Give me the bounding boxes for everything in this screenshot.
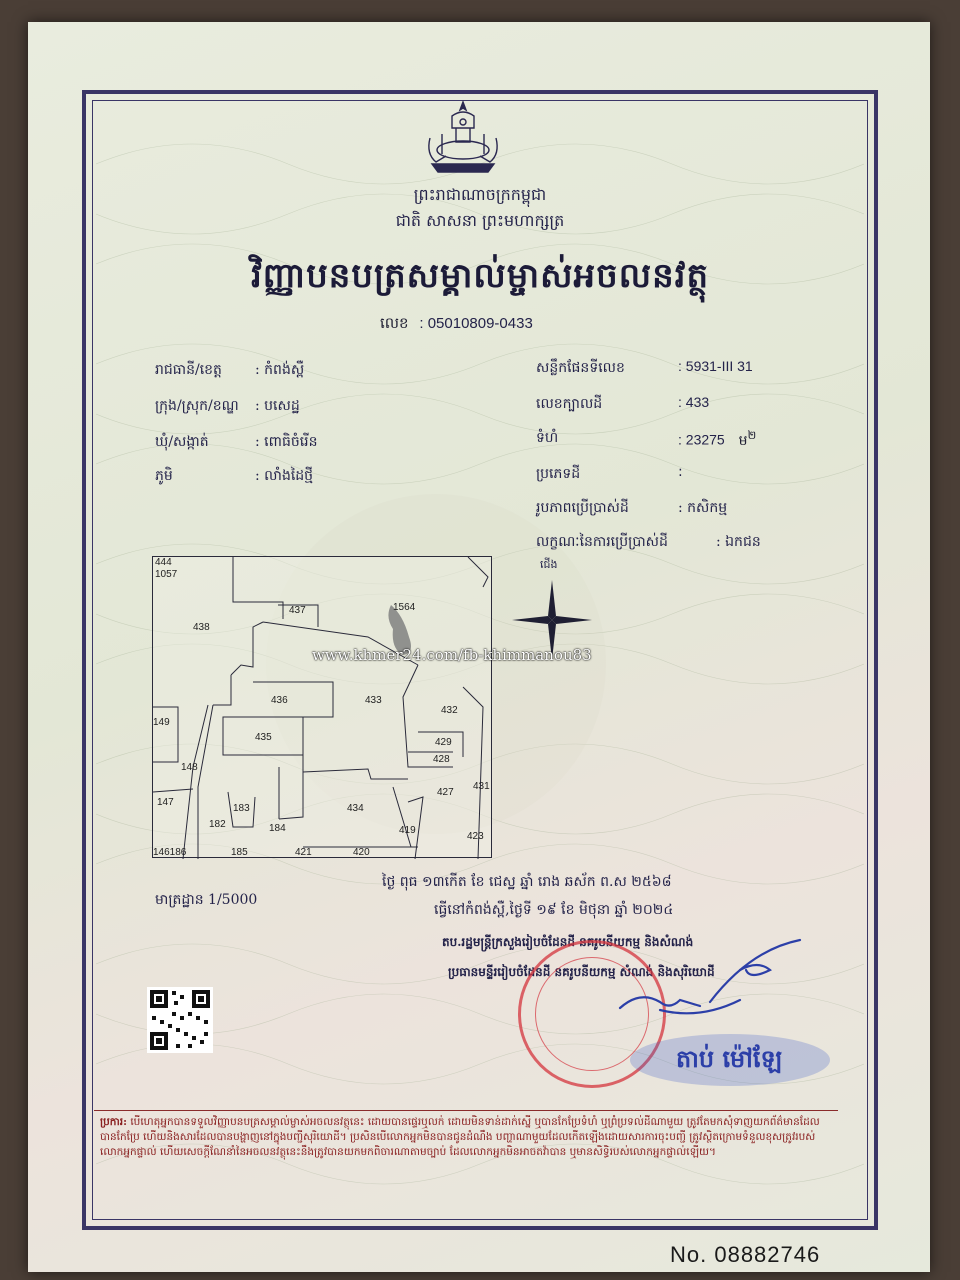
parcel-label: 432 — [441, 705, 458, 716]
parcel-label: 431 — [473, 781, 490, 792]
land-type-label: ប្រភេទដី — [536, 466, 581, 482]
area-unit-sup: ២ — [747, 428, 757, 442]
area-number: : 23275 — [678, 431, 725, 448]
royal-emblem-icon — [420, 98, 506, 180]
parcel-number-label: លេខក្បាលដី — [536, 396, 603, 412]
legal-notice — [94, 1110, 838, 1206]
kingdom-name: ព្រះរាជាណាចក្រកម្ពុជា — [413, 185, 547, 204]
document-number — [380, 314, 533, 336]
area-unit: ម — [738, 432, 748, 449]
document-title: វិញ្ញាបនបត្រសម្គាល់ម្ចាស់អចលនវត្ថុ — [250, 256, 710, 296]
parcel-label: 420 — [353, 847, 370, 858]
signer-name: តាប់ ម៉ៅឡែ — [676, 1044, 783, 1073]
parcel-label: 438 — [193, 622, 210, 633]
province-value: : កំពង់ស្ពឺ — [255, 362, 305, 378]
area-value — [678, 428, 756, 452]
parcel-label: 444 — [155, 557, 172, 568]
parcel-label: 437 — [289, 605, 306, 616]
lunar-date: ថ្ងៃ ពុធ ១៣កើត ខែ ជេស្ឋ ឆ្នាំ រោង ឆស័ក ព.ស ២៥៦៨ — [382, 874, 672, 890]
parcel-label: 434 — [347, 803, 364, 814]
map-scale: មាត្រដ្ឋាន 1/5000 — [155, 892, 258, 908]
map-sheet-label: សន្លឹកផែនទីលេខ — [536, 360, 625, 376]
parcel-label: 149 — [153, 717, 170, 728]
parcel-label: 1564 — [393, 602, 416, 613]
notice-text: បើហេតុអ្នកបានទទួលវិញ្ញាបនបត្រសម្គាល់ម្ចាស់អចលនវត្ថុនេះ ដោយបានផ្ទេរឬលក់ ដោយមិនទាន់ដាក់ស្នើ ឬបានកែប្រែទំហំ ឬព្រំប្រទល់ដីណាមួយ ត្រូវតែមកសុំទាញយកព័ត៌មានដែលបានកែប្រែ ហើយនិងសារដែលបានបង្ហាញនៅក្នុងបញ្ជីសុរិយោដី។ ប្រសិនបើលោកអ្នកមិនបានជូនដំណឹង បញ្ហាណាមួយដែលកើតឡើងដោយសារការចុះបញ្ជី ត្រូវស្ថិតក្រោមទំនួលខុសត្រូវរបស់លោកអ្នកផ្ទាល់ ហើយសេចក្តីណែនាំនៃអចលនវត្ថុនេះនឹងត្រូវបានយកមកពិចារណាតាមច្បាប់ ដែលលោកអ្នកមិនអាចតវ៉ាបាន ឬមានសិទ្ធិរបស់លោកអ្នកផ្ទាល់ឡើយ។ — [100, 1116, 820, 1158]
signatory-title-2: ប្រធានមន្ទីររៀបចំដែនដី នគរូបនីយកម្ម សំណង់ និងសុរិយោដី — [448, 965, 715, 979]
north-label: ជើង — [540, 558, 558, 571]
district-value: : បសេដ្ឋ — [255, 398, 300, 414]
village-label: ភូមិ — [155, 468, 173, 484]
area-label: ទំហំ — [536, 430, 559, 446]
parcel-label: 185 — [231, 847, 248, 858]
parcel-number-value: : 433 — [678, 394, 710, 410]
national-motto: ជាតិ សាសនា ព្រះមហាក្សត្រ — [395, 211, 565, 230]
solar-date: ធ្វើនៅកំពង់ស្ពឺ,ថ្ងៃទី ១៩ ខែ មិថុនា ឆ្នាំ ២០២៤ — [434, 902, 674, 918]
parcel-label: 146186 — [153, 847, 187, 858]
qr-code-icon — [147, 987, 213, 1053]
watermark-text: www.khmer24.com/fb-khimmanou83 — [312, 646, 592, 664]
notice-label: ប្រការ: — [100, 1116, 127, 1128]
parcel-label: 148 — [181, 762, 198, 773]
parcel-label: 428 — [433, 754, 450, 765]
land-type-value: : — [678, 464, 683, 480]
map-sheet-value: : 5931-III 31 — [678, 358, 753, 374]
serial-number: No. 08882746 — [670, 1242, 821, 1267]
parcel-label: 183 — [233, 803, 250, 814]
parcel-label: 433 — [365, 695, 382, 706]
commune-label: ឃុំ/សង្កាត់ — [155, 434, 209, 450]
land-use-value: : កសិកម្ម — [678, 500, 728, 516]
land-use-label: រូបភាពប្រើប្រាស់ដី — [536, 500, 629, 516]
parcel-label: 182 — [209, 819, 226, 830]
parcel-label: 423 — [467, 831, 484, 842]
cadastral-map — [152, 556, 492, 858]
signatory-title-1: តប.រដ្ឋមន្ត្រីក្រសួងរៀបចំដែនដី នគរូបនីយកម្ម និងសំណង់ — [442, 935, 694, 949]
parcel-label: 429 — [435, 737, 452, 748]
district-label: ក្រុង/ស្រុក/ខណ្ឌ — [155, 398, 239, 414]
parcel-label: 147 — [157, 797, 174, 808]
parcel-label: 1057 — [155, 569, 178, 580]
parcel-label: 427 — [437, 787, 454, 798]
parcel-label: 184 — [269, 823, 286, 834]
document-number-value: : 05010809-0433 — [419, 315, 533, 332]
ownership-label: លក្ខណៈនៃការប្រើប្រាស់ដី — [536, 534, 668, 550]
province-label: រាជធានី/ខេត្ត — [155, 362, 222, 378]
document-number-label: លេខ — [380, 314, 409, 332]
parcel-label: 419 — [399, 825, 416, 836]
ownership-value: : ឯកជន — [716, 534, 761, 550]
parcel-label: 421 — [295, 847, 312, 858]
parcel-label: 435 — [255, 732, 272, 743]
parcel-label: 436 — [271, 695, 288, 706]
village-value: : លាំងដៃថ្មី — [255, 468, 314, 484]
commune-value: : ពោធិចំរើន — [255, 434, 318, 450]
